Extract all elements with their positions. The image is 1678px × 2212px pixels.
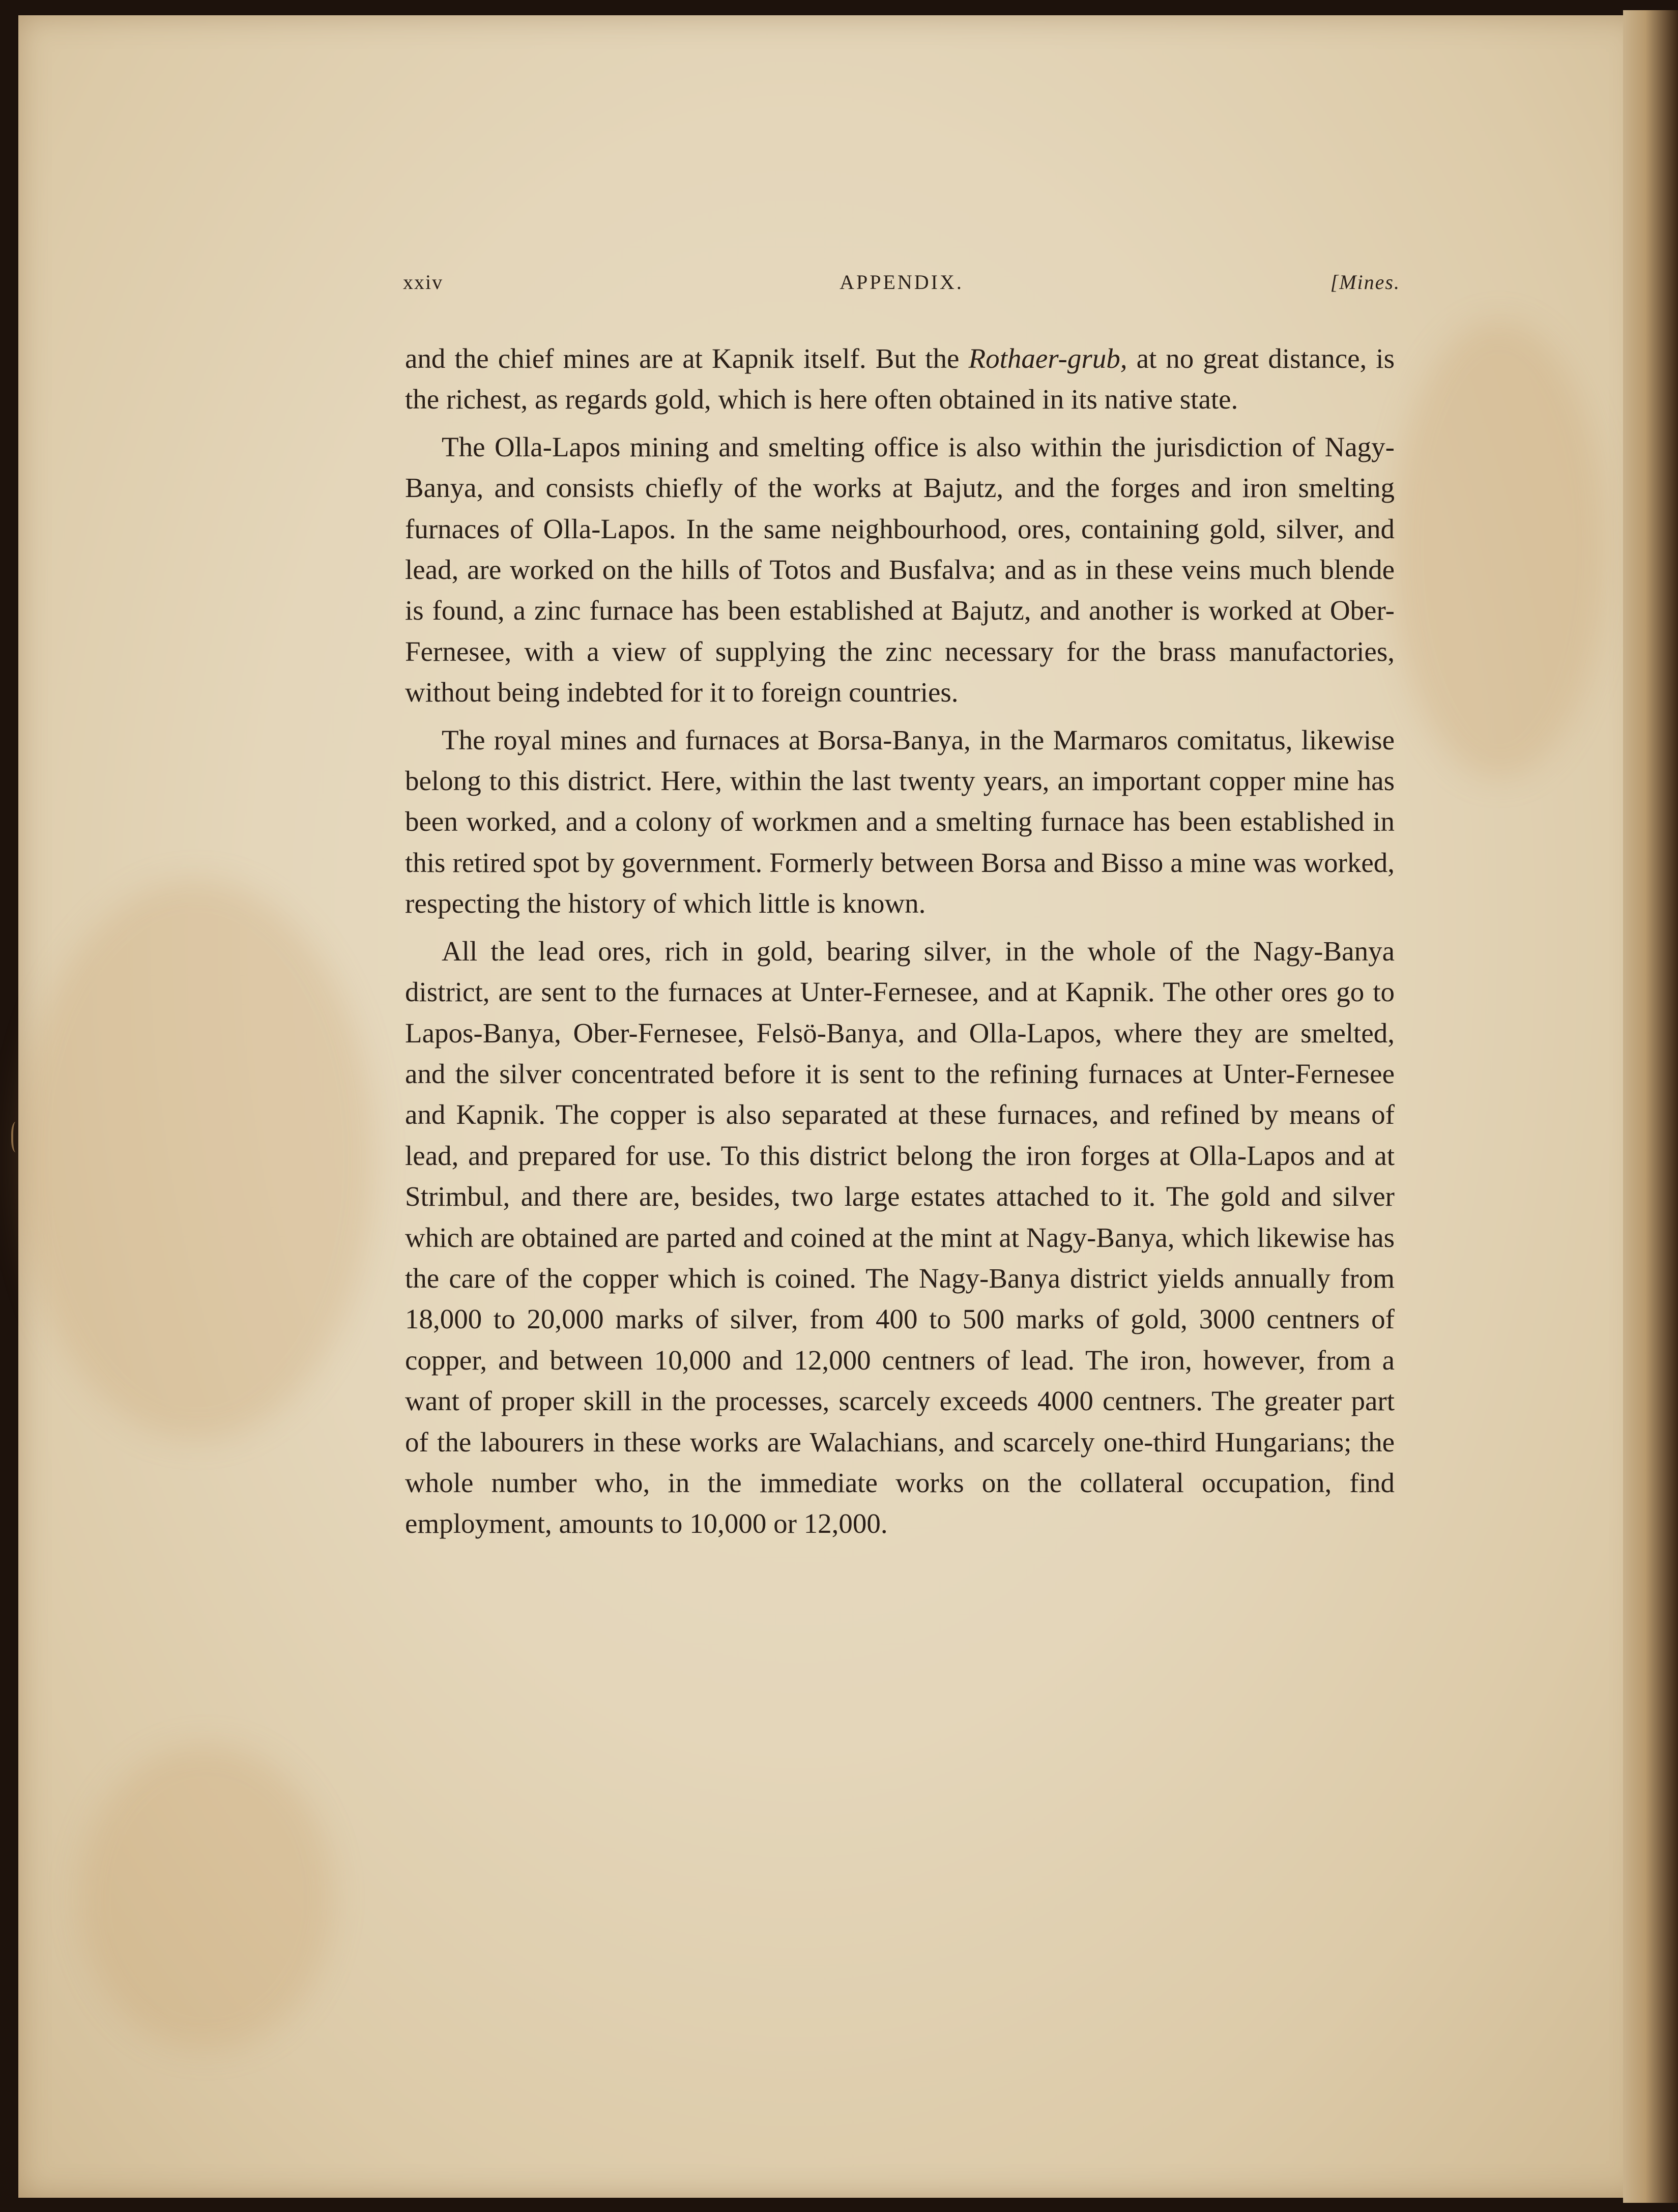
section-tag: [Mines. [1330, 271, 1400, 294]
paragraph-1-emphasis: Rothaer-grub, [968, 343, 1127, 374]
foxing-stain [79, 1745, 334, 2050]
running-title: APPENDIX. [840, 271, 964, 294]
paragraph-1-text-before: and the chief mines are at Kapnik itself. But the [405, 343, 969, 374]
paragraph-1-text-after: at no great distance, is the richest, as regards gold, which is here often obtained in its native state. [405, 343, 1395, 415]
foxing-stain [18, 880, 374, 1440]
page-number: xxiv [403, 271, 444, 294]
running-header [403, 267, 1400, 298]
paragraph-1 [405, 338, 1395, 420]
paragraph-2: The Olla-Lapos mining and smelting office is also within the jurisdiction of Nagy-Banya, and consists chiefly of the works at Bajutz, and the forges and iron smelting furnaces of Olla-Lapos. In the same neighbourhood, ores, containing gold, silver, and lead, are worked on the hills of Totos and Busfalva; and as in these veins much blende is found, a zinc furnace has been established at Bajutz, and another is worked at Ober-Fernesee, with a view of supplying the zinc necessary for the brass manufactories, without being indebted for it to foreign countries. [405, 431, 1395, 708]
binding-mark [11, 1122, 22, 1152]
body-text [405, 338, 1395, 1551]
paragraph-3: The royal mines and furnaces at Borsa-Banya, in the Marmaros comitatus, likewise belong to this district. Here, within the last twenty years, an important copper mine has been worked, and a colony of workmen and a smelting furnace has been established in this retired spot by government. Formerly between Borsa and Bisso a mine was worked, respecting the history of which little is known. [405, 724, 1395, 919]
foxing-stain [1392, 321, 1606, 778]
book-fore-edge [1623, 10, 1678, 2203]
paragraph-4: All the lead ores, rich in gold, bearing silver, in the whole of the Nagy-Banya district, are sent to the furnaces at Unter-Fernesee, and at Kapnik. The other ores go to Lapos-Banya, Ober-Fernesee, Felsö-Banya, and Olla-Lapos, where they are smelted, and the silver concentrated before it is sent to the refining furnaces at Unter-Fernesee and Kapnik. The copper is also separated at these furnaces, and refined by means of lead, and prepared for use. To this district belong the iron forges at Olla-Lapos and at Strimbul, and there are, besides, two large estates attached to it. The gold and silver which are obtained are parted and coined at the mint at Nagy-Banya, which likewise has the care of the copper which is coined. The Nagy-Banya district yields annually from 18,000 to 20,000 marks of silver, from 400 to 500 marks of gold, 3000 centners of copper, and between 10,000 and 12,000 centners of lead. The iron, however, from a want of proper skill in the processes, scarcely exceeds 4000 centners. The greater part of the labourers in these works are Walachians, and scarcely one-third Hungarians; the whole number who, in the immediate works on the collateral occupation, find employment, amounts to 10,000 or 12,000. [405, 935, 1395, 1539]
